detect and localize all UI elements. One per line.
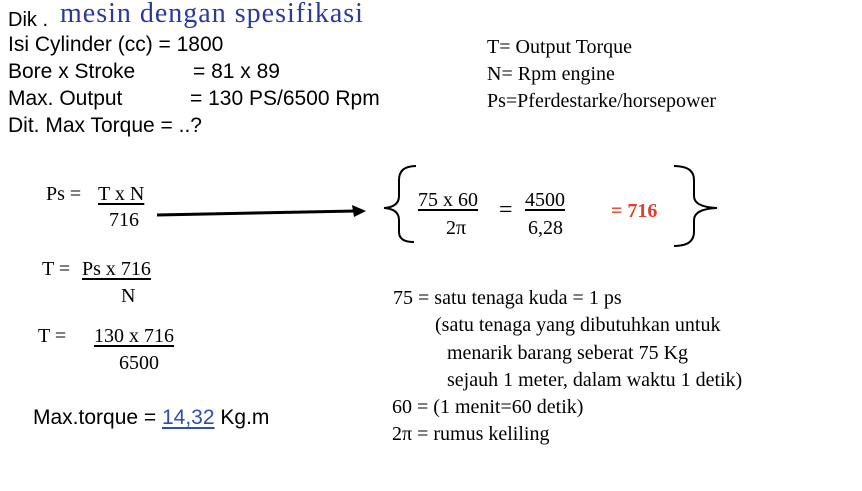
note-horsepower: 75 = satu tenaga kuda = 1 ps [393, 287, 622, 309]
formula-ps-numerator: T x N [98, 183, 145, 205]
formula-t-numerator: Ps x 716 [82, 258, 151, 280]
arrow-head [352, 205, 366, 217]
bracket-equals: = [499, 197, 513, 223]
note-explanation-1: (satu tenaga yang dibutuhkan untuk [435, 314, 721, 336]
formula-t-substituted-numerator: 130 x 716 [94, 325, 174, 347]
bracket-numerator-2: 4500 [525, 189, 565, 211]
right-brace [674, 166, 717, 246]
bracket-denominator-1: 2π [446, 217, 467, 239]
left-brace [384, 166, 416, 242]
dik-label: Dik . [8, 9, 48, 31]
formula-t-substituted-lhs: T = [38, 325, 67, 347]
given-bore-stroke-label: Bore x Stroke [8, 60, 136, 83]
formula-t-denominator: N [121, 285, 136, 307]
result-value: 14,32 [161, 406, 215, 429]
result-label: Max.torque = [33, 406, 162, 429]
given-max-output-label: Max. Output [8, 87, 123, 110]
note-explanation-3: sejauh 1 meter, dalam waktu 1 detik) [447, 369, 743, 391]
legend-torque: T= Output Torque [487, 36, 633, 58]
legend-ps: Ps=Pferdestarke/horsepower [487, 90, 716, 112]
bracket-denominator-2: 6,28 [528, 217, 563, 239]
bracket-result [611, 200, 657, 223]
formula-t-lhs: T = [42, 258, 71, 280]
bracket-result-text: = 716 [611, 200, 658, 222]
note-explanation-2: menarik barang seberat 75 Kg [447, 342, 689, 364]
given-max-output-value: = 130 PS/6500 Rpm [190, 87, 380, 110]
legend-rpm: N= Rpm engine [487, 63, 615, 85]
result-line [33, 406, 269, 430]
formula-t-substituted-denominator: 6500 [119, 352, 159, 374]
result-unit: Kg.m [214, 406, 270, 429]
note-minute: 60 = (1 menit=60 detik) [392, 396, 584, 418]
given-bore-stroke-value: = 81 x 89 [193, 60, 280, 83]
asked-max-torque: Dit. Max Torque = ..? [8, 114, 202, 137]
arrow-line [157, 211, 356, 215]
note-two-pi: 2π = rumus keliling [392, 423, 550, 445]
given-cylinder: Isi Cylinder (cc) = 1800 [8, 33, 224, 56]
bracket-numerator-1: 75 x 60 [418, 189, 478, 211]
formula-ps-denominator: 716 [109, 209, 139, 231]
page-title: mesin dengan spesifikasi [60, 0, 364, 29]
formula-ps-lhs: Ps = [46, 183, 82, 205]
